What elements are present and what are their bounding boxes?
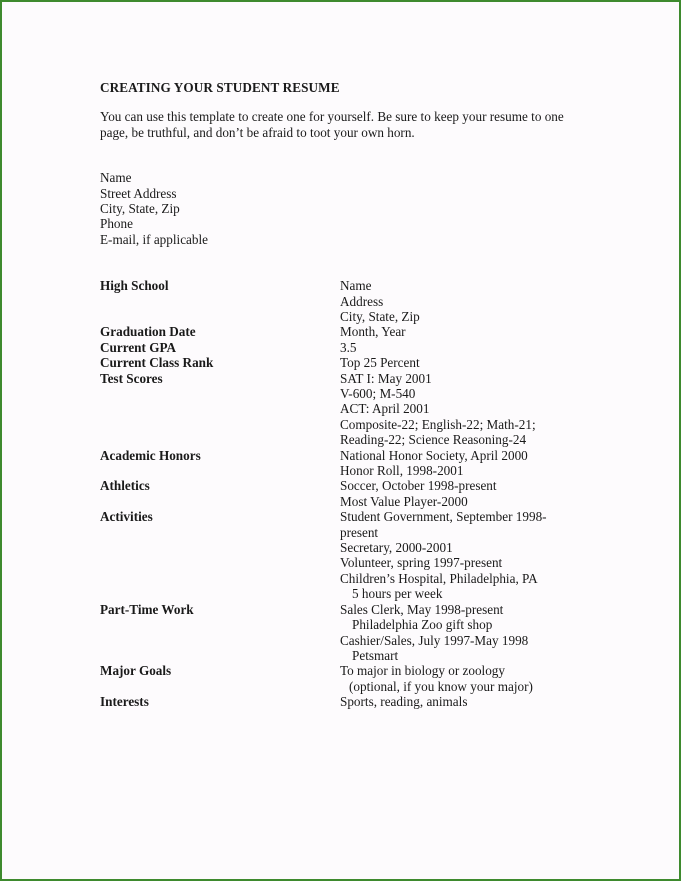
section-value: Address — [340, 293, 384, 309]
section-value: (optional, if you know your major) — [349, 678, 533, 694]
section-label: Activities — [100, 509, 153, 525]
section-value: National Honor Society, April 2000 — [340, 447, 528, 463]
section-value: Student Government, September 1998- — [340, 509, 547, 525]
section-value: Reading-22; Science Reasoning-24 — [340, 432, 527, 448]
section-value: Petsmart — [352, 647, 399, 663]
section-current-gpa — [100, 340, 620, 355]
section-test-scores — [100, 371, 620, 448]
section-part-time-work — [100, 602, 620, 664]
section-value: City, State, Zip — [340, 308, 420, 324]
section-class-rank — [100, 355, 620, 370]
section-major-goals — [100, 663, 620, 694]
section-label: Graduation Date — [100, 324, 196, 340]
section-label: Current GPA — [100, 339, 177, 355]
intro-paragraph: You can use this template to create one for yourself. Be sure to keep your resume to one page, be truthful, and don’t be afraid to toot your own horn. — [100, 109, 564, 140]
section-academic-honors — [100, 448, 620, 479]
section-value: V-600; M-540 — [340, 386, 416, 402]
section-label: Major Goals — [100, 663, 172, 679]
section-activities — [100, 509, 620, 601]
contact-email: E-mail, if applicable — [100, 231, 209, 247]
section-value: Philadelphia Zoo gift shop — [352, 617, 493, 633]
section-value: present — [340, 524, 379, 540]
section-value: Name — [340, 278, 372, 294]
section-interests — [100, 694, 620, 709]
section-value: Cashier/Sales, July 1997-May 1998 — [340, 632, 529, 648]
section-label: Interests — [100, 694, 149, 710]
section-value: 5 hours per week — [352, 586, 443, 602]
section-value: Composite-22; English-22; Math-21; — [340, 416, 536, 432]
section-label: Athletics — [100, 478, 150, 494]
section-value: Top 25 Percent — [340, 355, 420, 371]
contact-phone: Phone — [100, 216, 133, 232]
section-value: Honor Roll, 1998-2001 — [340, 463, 464, 479]
section-label: High School — [100, 278, 169, 294]
section-value: SAT I: May 2001 — [340, 370, 432, 386]
document-title: CREATING YOUR STUDENT RESUME — [100, 80, 340, 95]
contact-block — [100, 170, 620, 247]
contact-name: Name — [100, 170, 132, 186]
section-high-school — [100, 278, 620, 324]
section-label: Academic Honors — [100, 447, 201, 463]
section-value: 3.5 — [340, 339, 357, 355]
section-value: Volunteer, spring 1997-present — [340, 555, 503, 571]
resume-sections — [100, 278, 620, 709]
section-value: Children’s Hospital, Philadelphia, PA — [340, 570, 538, 586]
resume-document — [100, 80, 620, 710]
section-value: To major in biology or zoology — [340, 663, 505, 679]
section-value: Secretary, 2000-2001 — [340, 540, 453, 556]
contact-street: Street Address — [100, 185, 177, 201]
section-value: ACT: April 2001 — [340, 401, 430, 417]
section-value: Sports, reading, animals — [340, 694, 468, 710]
section-label: Part-Time Work — [100, 601, 194, 617]
section-label: Test Scores — [100, 370, 163, 386]
section-label: Current Class Rank — [100, 355, 214, 371]
section-graduation-date — [100, 324, 620, 339]
section-value: Soccer, October 1998-present — [340, 478, 497, 494]
section-athletics — [100, 478, 620, 509]
section-value: Month, Year — [340, 324, 406, 340]
contact-city: City, State, Zip — [100, 201, 180, 216]
section-value: Most Value Player-2000 — [340, 493, 468, 509]
section-value: Sales Clerk, May 1998-present — [340, 601, 504, 617]
